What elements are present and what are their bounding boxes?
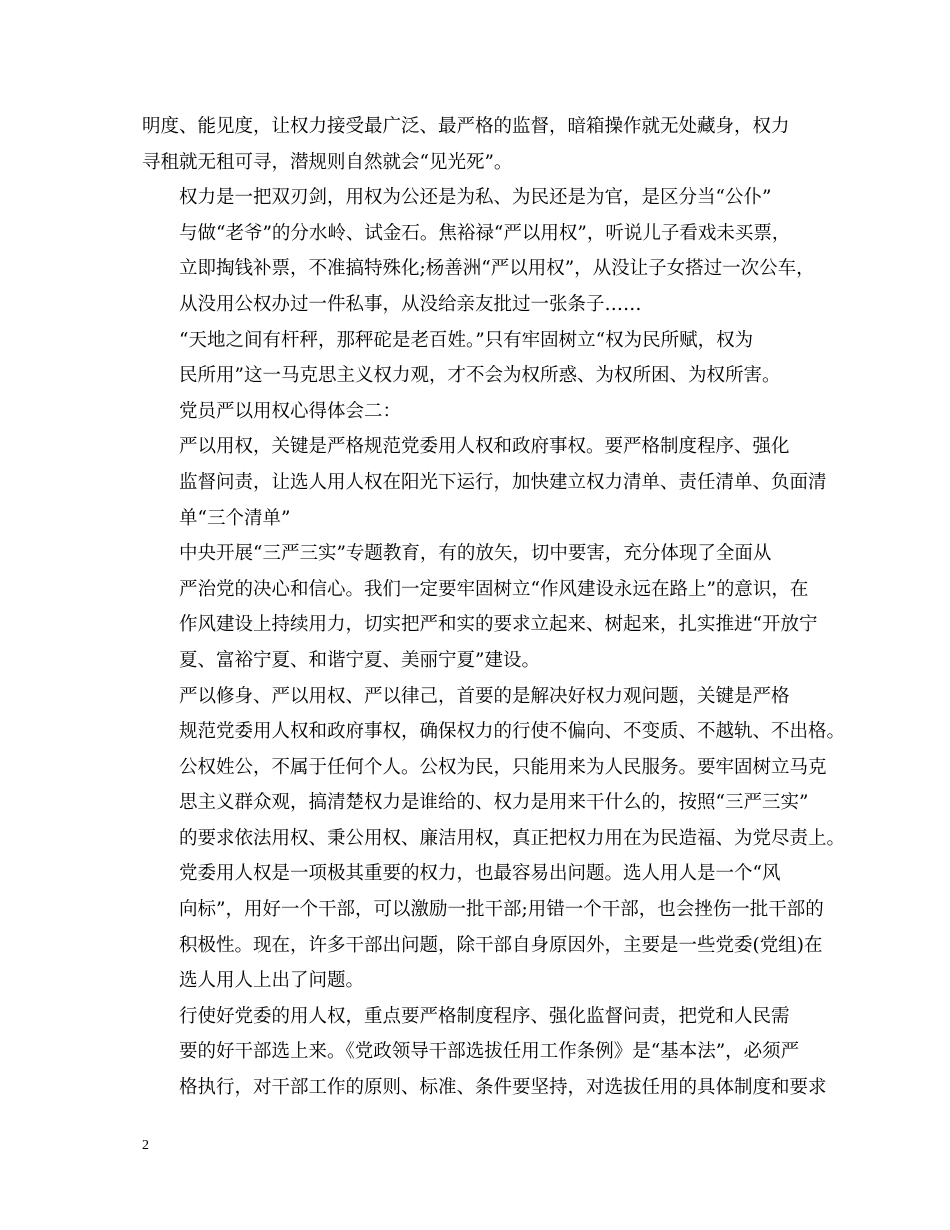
- paragraph: [142, 394, 812, 430]
- paragraph: [142, 180, 815, 322]
- text-line: 从没用公权办过一件私事，从没给亲友批过一张条子……: [179, 293, 642, 315]
- text-line: 单“三个清单”: [179, 507, 291, 529]
- text-line: 与做“老爷”的分水岭、试金石。焦裕禄“严以用权”，听说儿子看戏未买票，: [179, 222, 791, 244]
- text-line: 严以修身、严以用权、严以律己，首要的是解决好权力观问题，关键是严格: [179, 685, 790, 707]
- document-body: [142, 109, 846, 1106]
- paragraph: [142, 679, 846, 857]
- paragraph: [142, 999, 827, 1106]
- text-line: 行使好党委的用人权，重点要严格制度程序、强化监督问责，把党和人民需: [179, 1005, 790, 1027]
- text-line: 格执行，对干部工作的原则、标准、条件要坚持，对选拔任用的具体制度和要求: [179, 1077, 827, 1099]
- text-line: 立即掏钱补票，不准搞特殊化;杨善洲“严以用权”，从没让子女搭过一次公车，: [179, 258, 815, 280]
- text-line: 规范党委用人权和政府事权，确保权力的行使不偏向、不变质、不越轨、不出格。: [179, 721, 846, 743]
- paragraph: [142, 536, 818, 678]
- text-line: 严治党的决心和信心。我们一定要牢固树立“作风建设永远在路上”的意识，在: [179, 578, 809, 600]
- text-line: 明度、能见度，让权力接受最广泛、最严格的监督，暗箱操作就无处藏身，权力: [142, 116, 790, 137]
- text-line: 寻租就无租可寻，潜规则自然就会“见光死”。: [142, 151, 513, 173]
- text-line: 党委用人权是一项极其重要的权力，也最容易出问题。选人用人是一个“风: [179, 863, 781, 885]
- text-line: 中央开展“三严三实”专题教育，有的放矢，切中要害，充分体现了全面从: [179, 543, 772, 565]
- text-line: 向标”，用好一个干部，可以激励一批干部;用错一个干部，也会挫伤一批干部的: [179, 899, 824, 921]
- page-number: 2: [142, 1138, 149, 1153]
- text-line: 公权姓公，不属于任何个人。公权为民，只能用来为人民服务。要牢固树立马克: [179, 756, 827, 778]
- text-line: 严以用权，关键是严格规范党委用人权和政府事权。要严格制度程序、强化: [179, 436, 790, 458]
- text-line: “天地之间有杆秤，那秤砣是老百姓。”只有牢固树立“权为民所赋，权为: [179, 329, 754, 351]
- text-line: 监督问责，让选人用人权在阳光下运行，加快建立权力清单、责任清单、负面清: [179, 471, 827, 493]
- paragraph: [142, 429, 827, 536]
- text-line: 作风建设上持续用力，切实把严和实的要求立起来、树起来，扎实推进“开放宁: [179, 614, 818, 636]
- text-line: 党员严以用权心得体会二：: [179, 400, 402, 422]
- text-line: 权力是一把双刃剑，用权为公还是为私、为民还是为官，是区分当“公仆”: [179, 187, 772, 209]
- text-line: 思主义群众观，搞清楚权力是谁给的、权力是用来干什么的，按照“三严三实”: [179, 792, 809, 814]
- paragraph: [142, 109, 812, 180]
- text-line: 的要求依法用权、秉公用权、廉洁用权，真正把权力用在为民造福、为党尽责上。: [179, 827, 846, 849]
- paragraph: [142, 323, 812, 394]
- text-line: 要的好干部选上来。《党政领导干部选拔任用工作条例》是“基本法”，必须严: [179, 1041, 800, 1063]
- text-line: 夏、富裕宁夏、和谐宁夏、美丽宁夏”建设。: [179, 649, 540, 671]
- text-line: 积极性。现在，许多干部出问题，除干部自身原因外，主要是一些党委(党组)在: [179, 934, 823, 956]
- text-line: 选人用人上出了问题。: [179, 970, 365, 992]
- paragraph: [142, 856, 824, 998]
- text-line: 民所用”这一马克思主义权力观，才不会为权所惑、为权所困、为权所害。: [179, 365, 781, 387]
